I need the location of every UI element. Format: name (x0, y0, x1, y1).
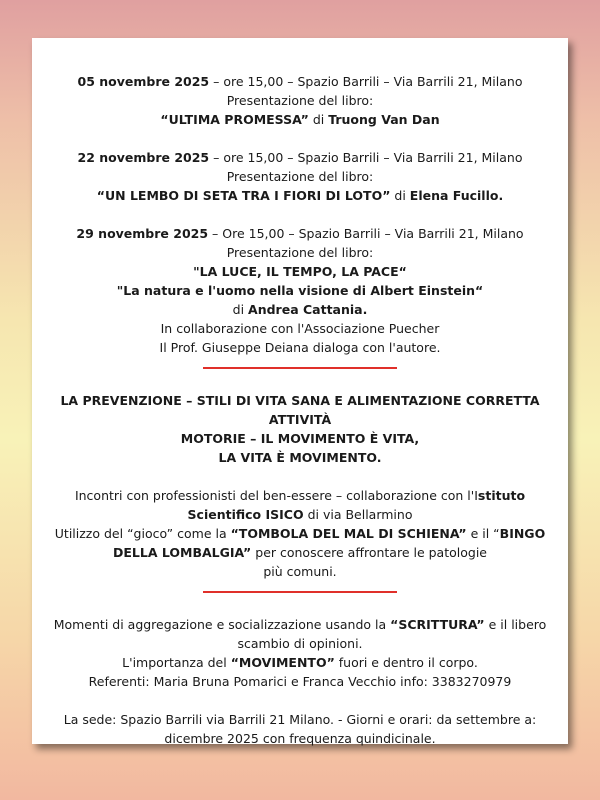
writing-l3-c: fuori e dentro il corpo. (334, 655, 478, 670)
event2-title-line (32, 186, 568, 205)
prevention-p2-d: BINGO (499, 526, 546, 541)
event1-title: “ULTIMA PROMESSA” (160, 112, 309, 127)
venue-line2: dicembre 2025 con frequenza quindicinale. (164, 731, 436, 746)
event2-intro: Presentazione del libro: (226, 169, 374, 184)
event1-details: – ore 15,00 – Spazio Barrili – Via Barrili 21, Milano (209, 74, 523, 89)
event3-author-line (32, 300, 568, 319)
event3-subtitle-text: "La natura e l'uomo nella visione di Albert Einstein“ (116, 283, 484, 298)
event2-by: di (390, 188, 410, 203)
prevention-p1-a: Incontri con professionisti del ben-essere – collaborazione con l'I (74, 488, 478, 503)
prevention-p2-c: e il “ (466, 526, 500, 541)
event2-author: Elena Fucillo. (409, 188, 504, 203)
prevention-p2-line1 (32, 524, 568, 543)
prevention-heading-2 (32, 429, 568, 448)
prevention-p2-line2 (32, 543, 568, 562)
prevention-p2-b: “TOMBOLA DEL MAL DI SCHIENA” (230, 526, 467, 541)
writing-referents: Referenti: Maria Bruna Pomarici e Franca Vecchio info: 3383270979 (88, 674, 512, 689)
venue-line1: La sede: Spazio Barrili via Barrili 21 Milano. - Giorni e orari: da settembre a: (63, 712, 537, 727)
event3-by: di (232, 302, 249, 317)
event3-date: 29 novembre 2025 (76, 226, 209, 241)
prevention-heading-2-text: MOTORIE – IL MOVIMENTO È VITA, (180, 431, 420, 446)
prevention-p2-a: Utilizzo del “gioco” come la (54, 526, 231, 541)
prevention-p2-line3: più comuni. (263, 564, 337, 579)
event1-title-line (32, 110, 568, 129)
event3-author: Andrea Cattania. (248, 302, 368, 317)
event3-subtitle (32, 281, 568, 300)
writing-line1 (32, 615, 568, 634)
prevention-p1-line2 (32, 505, 568, 524)
writing-l1-c: e il libero (484, 617, 547, 632)
red-separator-1 (203, 367, 397, 369)
prevention-p2-f: per conoscere affrontare le patologie (251, 545, 487, 560)
event3-date-line (32, 224, 568, 243)
event3-intro: Presentazione del libro: (226, 245, 374, 260)
event2-date-line (32, 148, 568, 167)
prevention-heading-3 (32, 448, 568, 467)
writing-l1-b: “SCRITTURA” (390, 617, 485, 632)
event3-dialogue: Il Prof. Giuseppe Deiana dialoga con l'autore. (159, 340, 441, 355)
red-separator-2 (203, 591, 397, 593)
event1-date-line (32, 72, 568, 91)
writing-l1-a: Momenti di aggregazione e socializzazione usando la (53, 617, 391, 632)
event1-author: Truong Van Dan (328, 112, 440, 127)
prevention-p2-e: DELLA LOMBALGIA” (113, 545, 252, 560)
prevention-p1-b: stituto (477, 488, 526, 503)
prevention-heading-3-text: LA VITA È MOVIMENTO. (218, 450, 382, 465)
flyer-sheet (32, 38, 568, 744)
writing-l3-a: L'importanza del (122, 655, 231, 670)
event3-title (32, 262, 568, 281)
event2-title: “UN LEMBO DI SETA TRA I FIORI DI LOTO” (96, 188, 391, 203)
prevention-p1-c: Scientifico ISICO (187, 507, 304, 522)
writing-line2: scambio di opinioni. (237, 636, 363, 651)
event2-details: – ore 15,00 – Spazio Barrili – Via Barrili 21, Milano (209, 150, 523, 165)
event3-title-text: "LA LUCE, IL TEMPO, LA PACE“ (193, 264, 407, 279)
event3-details: – Ore 15,00 – Spazio Barrili – Via Barrili 21, Milano (208, 226, 524, 241)
event2-date: 22 novembre 2025 (77, 150, 210, 165)
event1-date: 05 novembre 2025 (77, 74, 210, 89)
event1-by: di (308, 112, 329, 127)
prevention-heading-1-text: LA PREVENZIONE – STILI DI VITA SANA E ALIMENTAZIONE CORRETTA ATTIVITÀ (60, 393, 540, 427)
event1-intro: Presentazione del libro: (226, 93, 374, 108)
prevention-heading-1 (32, 391, 568, 429)
writing-line3 (32, 653, 568, 672)
writing-l3-b: “MOVIMENTO” (230, 655, 335, 670)
prevention-p1-line1 (32, 486, 568, 505)
prevention-p1-d: di via Bellarmino (303, 507, 413, 522)
event3-collab: In collaborazione con l'Associazione Puecher (160, 321, 440, 336)
